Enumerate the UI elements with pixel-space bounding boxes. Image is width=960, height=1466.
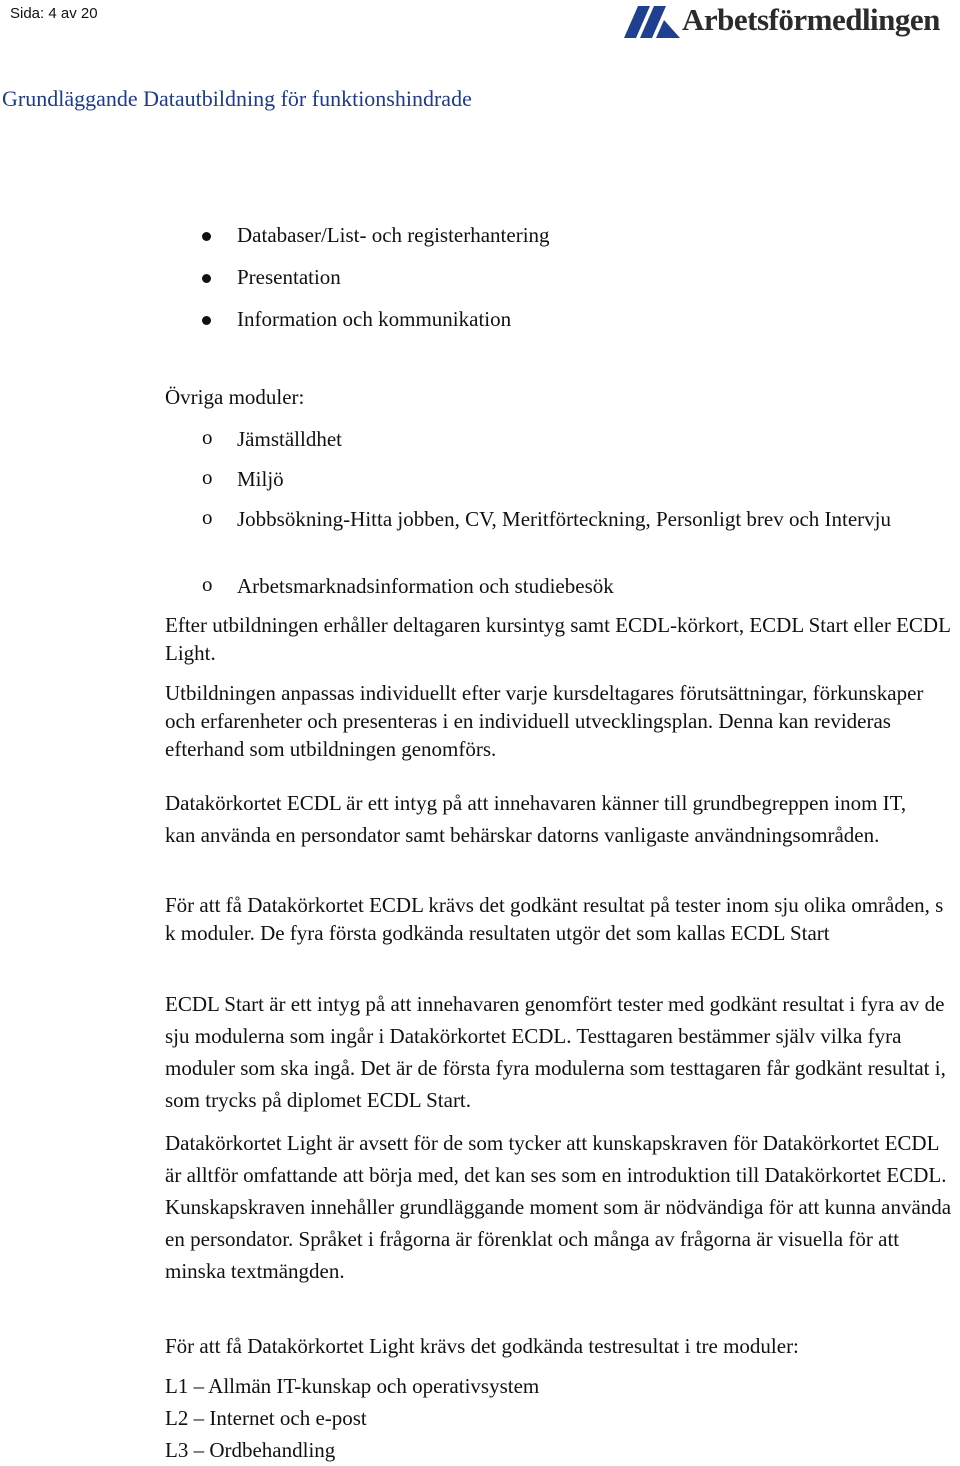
logo-mark-icon xyxy=(624,4,682,40)
paragraph: Datakörkortet Light är avsett för de som tycker att kunskapskraven för Datakörkortet ECDL är alltför omfattande att börja med, det kan ses som en introduktion till Datakörkortet ECDL. Kunskapskraven innehåller grundläggande moment som är nödvändiga för att kunna använda en persondator. Språket i frågorna är förenklat och många av frågorna är visuella för att minska textmängden. xyxy=(165,1131,952,1283)
arbetsformedlingen-logo xyxy=(622,0,958,44)
bullet-icon xyxy=(202,232,211,241)
paragraph: Efter utbildningen erhåller deltagaren kursintyg samt ECDL-körkort, ECDL Start eller ECDL Light. xyxy=(165,613,951,665)
logo-wordmark: Arbetsförmedlingen xyxy=(682,2,940,37)
paragraph: Utbildningen anpassas individuellt efter varje kursdeltagares förutsättningar, förkunskaper och erfarenheter och presenteras i en individuell utvecklingsplan. Denna kan revideras efterhand som utbildningen genomförs. xyxy=(165,681,924,761)
paragraph: För att få Datakörkortet Light krävs det godkända testresultat i tre moduler: xyxy=(165,1334,799,1358)
list-item: L3 – Ordbehandling xyxy=(165,1438,336,1462)
paragraph: För att få Datakörkortet ECDL krävs det godkänt resultat på tester inom sju olika områden, s k moduler. De fyra första godkända resultaten utgör det som kallas ECDL Start xyxy=(165,893,944,945)
bullet-icon xyxy=(202,316,211,325)
document-title: Grundläggande Datautbildning för funktionshindrade xyxy=(2,86,472,111)
paragraph: Datakörkortet ECDL är ett intyg på att innehavaren känner till grundbegreppen inom IT, kan använda en persondator samt behärskar datorns vanligaste användningsområden. xyxy=(165,791,907,847)
paragraph: ECDL Start är ett intyg på att innehavaren genomfört tester med godkänt resultat i fyra av de sju modulerna som ingår i Datakörkortet ECDL. Testtagaren bestämmer själv vilka fyra moduler som ska ingå. Det är de första fyra modulerna som testtagaren får godkänt resultat i, som trycks på diplomet ECDL Start. xyxy=(165,992,946,1112)
page-number: Sida: 4 av 20 xyxy=(10,5,98,22)
bullet-icon xyxy=(202,274,211,283)
list-item: L1 – Allmän IT-kunskap och operativsystem xyxy=(165,1374,540,1398)
list-item: L2 – Internet och e-post xyxy=(165,1406,367,1430)
other-modules-label: Övriga moduler: xyxy=(165,385,305,409)
